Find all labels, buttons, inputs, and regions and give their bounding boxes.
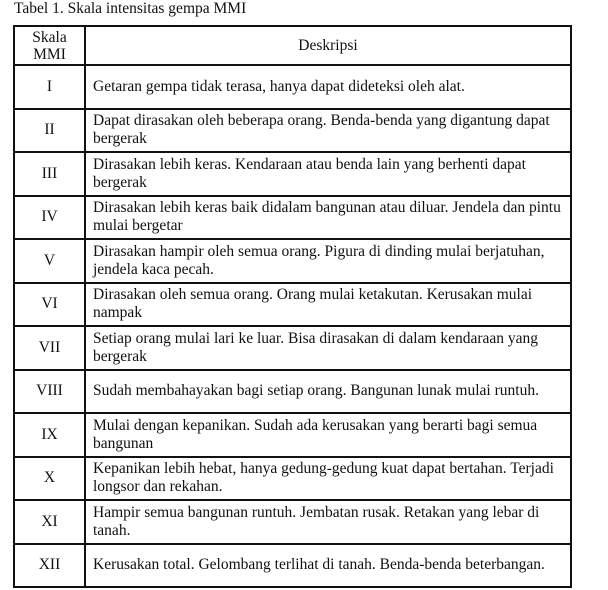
- table-header-row: [14, 26, 571, 65]
- description-cell: Dapat dirasakan oleh beberapa orang. Benda-benda yang digantung dapat bergerak: [85, 109, 571, 153]
- header-scale-line1: Skala: [32, 28, 67, 46]
- description-cell: Dirasakan hampir oleh semua orang. Pigura di dinding mulai berjatuhan, jendela kaca pecah.: [85, 239, 571, 283]
- header-scale-mmi: [14, 26, 85, 65]
- scale-cell: XI: [14, 500, 85, 544]
- description-cell: Dirasakan lebih keras. Kendaraan atau benda lain yang berhenti dapat bergerak: [85, 152, 571, 196]
- description-cell: Sudah membahayakan bagi setiap orang. Bangunan lunak mulai runtuh.: [85, 370, 571, 414]
- scale-cell: I: [14, 65, 85, 109]
- description-cell: Kepanikan lebih hebat, hanya gedung-gedung kuat dapat bertahan. Terjadi longsor dan rekahan.: [85, 457, 571, 501]
- description-cell: Dirasakan oleh semua orang. Orang mulai ketakutan. Kerusakan mulai nampak: [85, 283, 571, 327]
- table-row: [14, 500, 571, 544]
- header-scale-line2: MMI: [33, 45, 66, 63]
- description-cell: Mulai dengan kepanikan. Sudah ada kerusakan yang berarti bagi semua bangunan: [85, 413, 571, 457]
- scale-cell: IV: [14, 196, 85, 240]
- header-description: Deskripsi: [85, 26, 571, 65]
- table-row: [14, 413, 571, 457]
- description-cell: Hampir semua bangunan runtuh. Jembatan rusak. Retakan yang lebar di tanah.: [85, 500, 571, 544]
- mmi-scale-table: [13, 25, 572, 588]
- table-row: [14, 196, 571, 240]
- description-cell: Dirasakan lebih keras baik didalam bangunan atau diluar. Jendela dan pintu mulai bergetar: [85, 196, 571, 240]
- table-row: [14, 65, 571, 109]
- scale-cell: III: [14, 152, 85, 196]
- scale-cell: VIII: [14, 370, 85, 414]
- scale-cell: VII: [14, 326, 85, 370]
- scale-cell: IX: [14, 413, 85, 457]
- table-row: [14, 544, 571, 588]
- description-cell: Setiap orang mulai lari ke luar. Bisa dirasakan di dalam kendaraan yang bergerak: [85, 326, 571, 370]
- description-cell: Kerusakan total. Gelombang terlihat di tanah. Benda-benda beterbangan.: [85, 544, 571, 588]
- scale-cell: X: [14, 457, 85, 501]
- table-row: [14, 326, 571, 370]
- table-row: [14, 109, 571, 153]
- scale-cell: II: [14, 109, 85, 153]
- table-row: [14, 457, 571, 501]
- scale-cell: V: [14, 239, 85, 283]
- table-row: [14, 283, 571, 327]
- table-row: [14, 370, 571, 414]
- table-row: [14, 239, 571, 283]
- table-caption: Tabel 1. Skala intensitas gempa MMI: [14, 0, 247, 17]
- scale-cell: VI: [14, 283, 85, 327]
- description-cell: Getaran gempa tidak terasa, hanya dapat dideteksi oleh alat.: [85, 65, 571, 109]
- table-row: [14, 152, 571, 196]
- scale-cell: XII: [14, 544, 85, 588]
